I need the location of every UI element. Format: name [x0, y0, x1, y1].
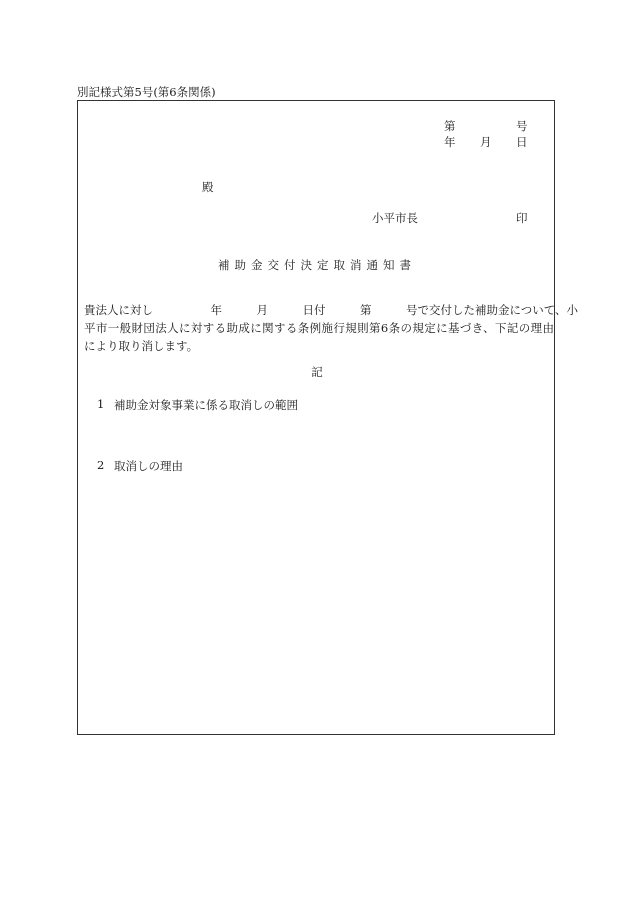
date-day: 日	[516, 135, 528, 149]
body-line-2: 平市一般財団法人に対する助成に関する条例施行規則第6条の規定に基づき、下記の理由	[84, 321, 554, 335]
ki-heading: 記	[311, 365, 323, 379]
number-suffix: 号	[516, 119, 528, 133]
addressee-suffix: 殿	[202, 180, 214, 194]
date-year: 年	[444, 135, 456, 149]
item-1-number: 1	[97, 397, 105, 411]
date-month: 月	[480, 135, 492, 149]
number-prefix: 第	[444, 119, 456, 133]
item-1-text: 補助金対象事業に係る取消しの範囲	[114, 398, 298, 412]
document-title: 補助金交付決定取消通知書	[218, 258, 416, 272]
body-paragraph	[84, 301, 579, 355]
body-line-1: 貴法人に対し 年 月 日付 第 号で交付した補助金について、小	[84, 303, 579, 317]
form-label: 別記様式第5号(第6条関係)	[77, 85, 216, 99]
item-2-text: 取消しの理由	[114, 459, 183, 473]
issuer-name: 小平市長	[372, 211, 418, 225]
document-frame	[77, 100, 579, 735]
item-2-number: 2	[97, 458, 105, 472]
seal-mark: 印	[516, 211, 528, 225]
body-line-3: により取り消します。	[84, 339, 199, 353]
